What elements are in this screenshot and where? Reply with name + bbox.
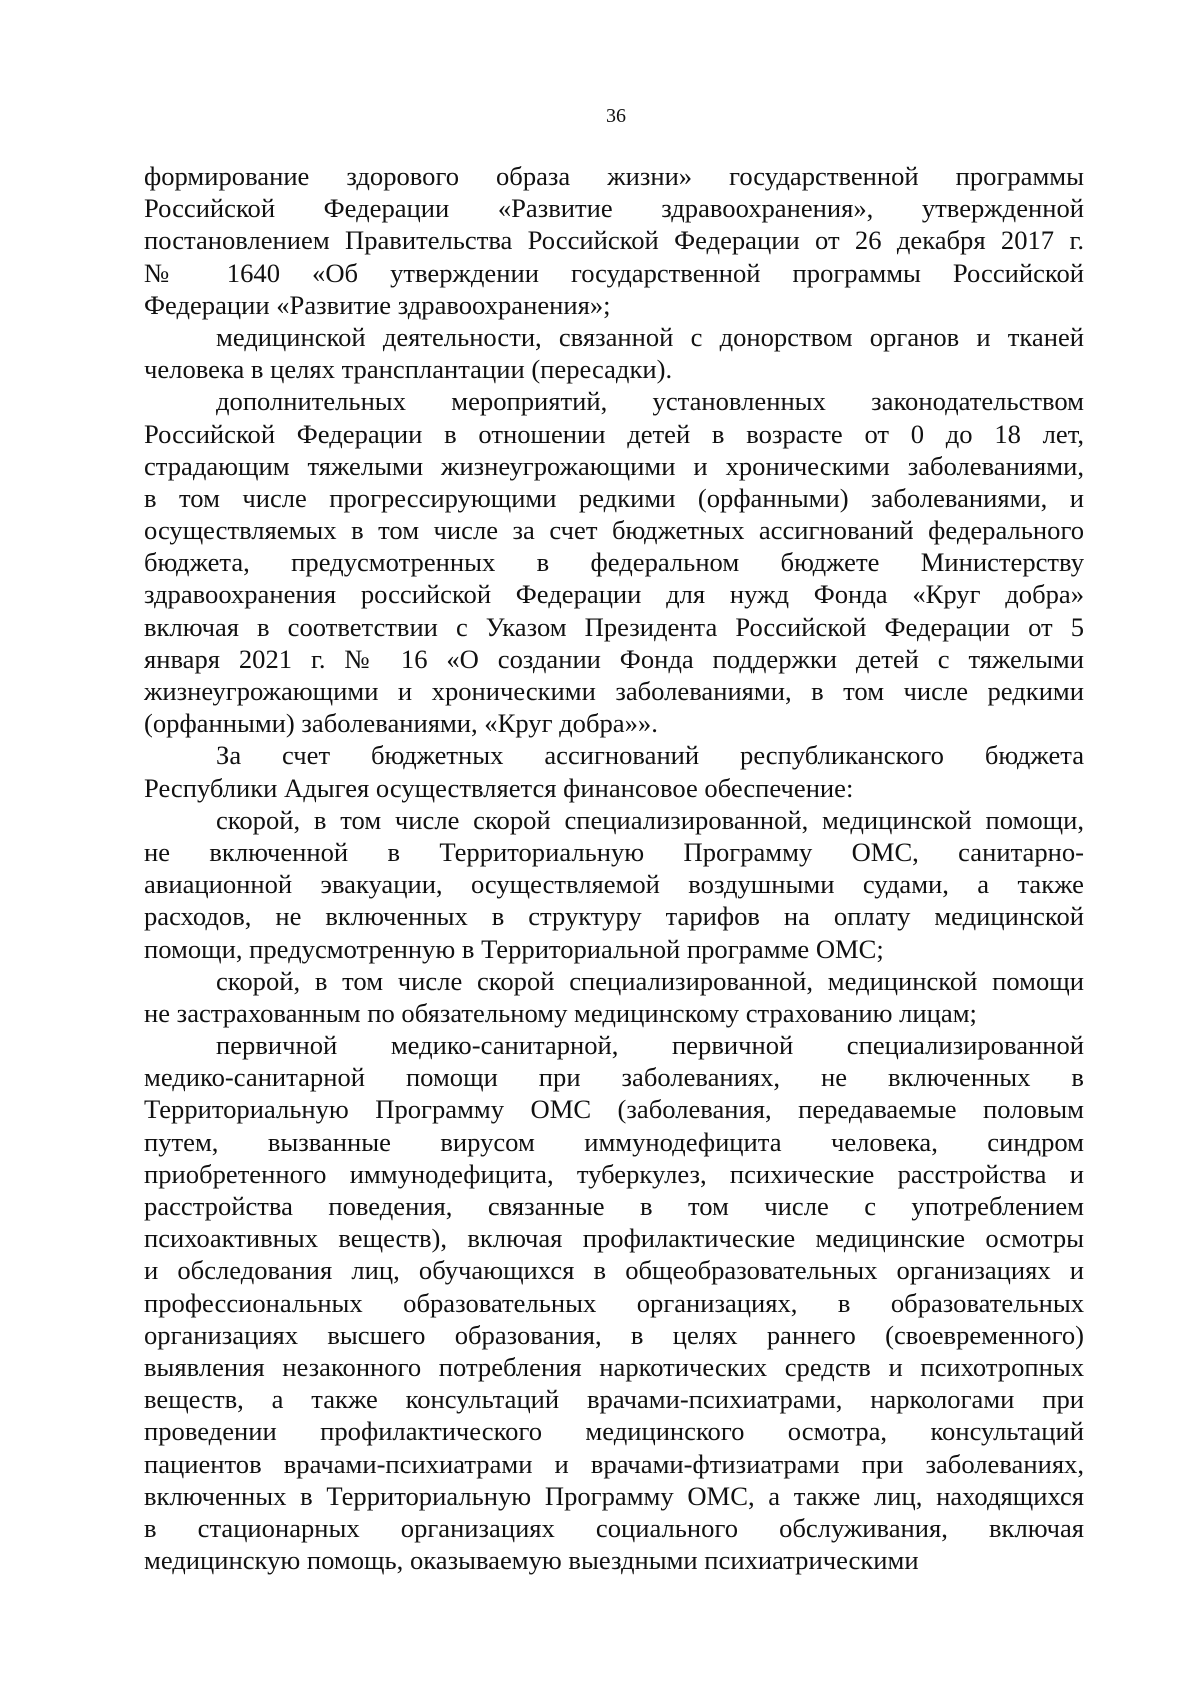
text-line: помощи, предусмотренную в Территориальной программе ОМС; <box>144 933 884 964</box>
text-line: и обследования лиц, обучающихся в общеобразовательных организациях и <box>144 1255 1084 1286</box>
text-line: авиационной эвакуации, осуществляемой воздушными судами, а также <box>144 869 1084 900</box>
text-line: медико-санитарной помощи при заболеваниях, не включенных в <box>144 1062 1084 1093</box>
text-line: страдающим тяжелыми жизнеугрожающими и хроническими заболеваниями, <box>144 450 1084 481</box>
text-line: Территориальную Программу ОМС (заболевания, передаваемые половым <box>144 1094 1084 1125</box>
text-line: Республики Адыгея осуществляется финансовое обеспечение: <box>144 772 854 803</box>
document-body <box>144 160 1084 1576</box>
paragraph <box>144 321 1084 385</box>
text-line: осуществляемых в том числе за счет бюджетных ассигнований федерального <box>144 515 1084 546</box>
text-line: не застрахованным по обязательному медицинскому страхованию лицам; <box>144 997 977 1028</box>
paragraph <box>144 804 1084 965</box>
text-line: веществ, а также консультаций врачами-психиатрами, наркологами при <box>144 1384 1084 1415</box>
text-line: организациях высшего образования, в целях раннего (своевременного) <box>144 1319 1084 1350</box>
paragraph <box>144 160 1084 321</box>
paragraph <box>144 1029 1084 1576</box>
text-line: человека в целях трансплантации (пересадки). <box>144 354 673 385</box>
text-line: постановлением Правительства Российской Федерации от 26 декабря 2017 г. <box>144 225 1084 256</box>
text-line: медицинской деятельности, связанной с донорством органов и тканей <box>216 321 1084 352</box>
text-line: формирование здорового образа жизни» государственной программы <box>144 161 1084 191</box>
text-line: медицинскую помощь, оказываемую выездными психиатрическими <box>144 1545 919 1576</box>
text-line: включая в соответствии с Указом Президента Российской Федерации от 5 <box>144 611 1084 642</box>
text-line: не включенной в Территориальную Программу ОМС, санитарно- <box>144 836 1084 867</box>
text-line: в том числе прогрессирующими редкими (орфанными) заболеваниями, и <box>144 482 1084 513</box>
text-line: в стационарных организациях социального обслуживания, включая <box>144 1512 1084 1543</box>
text-line: приобретенного иммунодефицита, туберкулез, психические расстройства и <box>144 1158 1084 1189</box>
text-line: бюджета, предусмотренных в федеральном бюджете Министерству <box>144 547 1084 578</box>
text-line: января 2021 г. № 16 «О создании Фонда поддержки детей с тяжелыми <box>144 643 1084 674</box>
text-line: Российской Федерации «Развитие здравоохранения», утвержденной <box>144 193 1084 224</box>
text-line: скорой, в том числе скорой специализированной, медицинской помощи <box>216 965 1084 996</box>
text-line: профессиональных образовательных организациях, в образовательных <box>144 1287 1084 1318</box>
text-line: № 1640 «Об утверждении государственной программы Российской <box>144 257 1084 288</box>
text-line: выявления незаконного потребления наркотических средств и психотропных <box>144 1351 1084 1382</box>
paragraph <box>144 385 1084 739</box>
page-number: 36 <box>606 105 626 127</box>
text-line: расстройства поведения, связанные в том числе с употреблением <box>144 1191 1084 1221</box>
text-line: психоактивных веществ), включая профилактические медицинские осмотры <box>144 1223 1084 1254</box>
text-line: Российской Федерации в отношении детей в возрасте от 0 до 18 лет, <box>144 418 1084 449</box>
text-line: скорой, в том числе скорой специализированной, медицинской помощи, <box>216 804 1084 835</box>
text-line: проведении профилактического медицинского осмотра, консультаций <box>144 1416 1084 1447</box>
text-line: первичной медико-санитарной, первичной специализированной <box>216 1030 1084 1061</box>
text-line: За счет бюджетных ассигнований республиканского бюджета <box>216 740 1084 771</box>
text-line: дополнительных мероприятий, установленных законодательством <box>216 386 1084 417</box>
text-line: Федерации «Развитие здравоохранения»; <box>144 289 611 320</box>
text-line: включенных в Территориальную Программу ОМС, а также лиц, находящихся <box>144 1480 1084 1511</box>
text-line: (орфанными) заболеваниями, «Круг добра»». <box>144 708 658 739</box>
text-line: здравоохранения российской Федерации для нужд Фонда «Круг добра» <box>144 579 1084 610</box>
paragraph <box>144 739 1084 803</box>
text-line: путем, вызванные вирусом иммунодефицита человека, синдром <box>144 1126 1084 1157</box>
text-line: жизнеугрожающими и хроническими заболеваниями, в том числе редкими <box>144 676 1084 706</box>
text-line: расходов, не включенных в структуру тарифов на оплату медицинской <box>144 901 1084 932</box>
paragraph <box>144 965 1084 1029</box>
text-line: пациентов врачами-психиатрами и врачами-фтизиатрами при заболеваниях, <box>144 1448 1084 1479</box>
